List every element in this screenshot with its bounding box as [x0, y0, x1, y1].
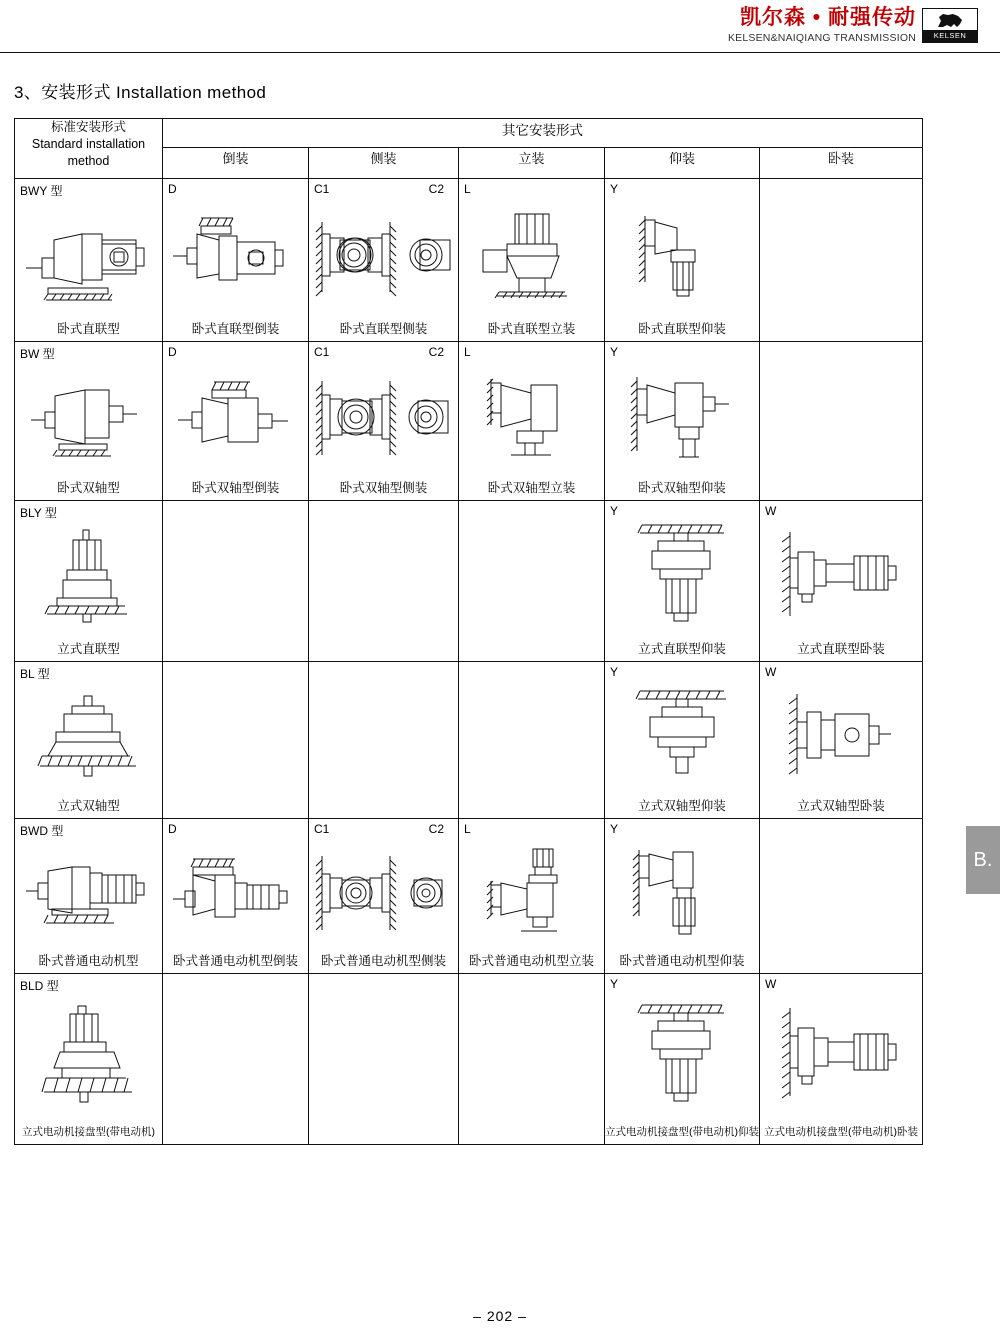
cell-bld-vertical-empty: [459, 974, 605, 1145]
caption-bly-standard: 立式直联型: [57, 642, 120, 656]
header-sub-yangzhuang: 仰装: [605, 148, 760, 179]
code-bw-up: Y: [610, 345, 619, 359]
diagram-bw-vertical: [459, 358, 604, 478]
header-sub-cezhuang: 侧装: [309, 148, 459, 179]
type-label-bly: BLY 型: [20, 506, 57, 520]
diagram-bl-standard: [15, 678, 162, 796]
diagram-bwd-side: [309, 835, 458, 951]
code-bw-side-c2: C2: [428, 345, 444, 359]
diagram-bld-up: [605, 990, 759, 1122]
table-row: [15, 342, 923, 501]
cell-bly-vertical-empty: [459, 501, 605, 662]
caption-bl-standard: 立式双轴型: [57, 799, 120, 813]
diagram-bly-up: [605, 517, 759, 639]
diagram-bwy-vertical: [459, 195, 604, 319]
caption-bw-up: 卧式双轴型仰装: [638, 481, 726, 495]
type-label-bw: BW 型: [20, 347, 55, 361]
diagram-bwy-up: [605, 195, 759, 319]
code-bwy-side-c1: C1: [314, 182, 330, 196]
cell-std-bw: [15, 342, 163, 501]
diagram-bwy-side: [309, 195, 458, 319]
caption-bwy-vertical: 卧式直联型立装: [487, 322, 576, 336]
brand-name-en: KELSEN&NAIQIANG TRANSMISSION: [727, 32, 916, 44]
caption-bw-side: 卧式双轴型侧装: [339, 481, 428, 495]
caption-bwd-standard: 卧式普通电动机型: [38, 954, 139, 968]
header-sub-lizhuang: 立装: [459, 148, 605, 179]
cell-bwd-up: [605, 819, 760, 974]
cell-std-bld: [15, 974, 163, 1145]
diagram-bl-up: [605, 678, 759, 796]
caption-bly-horiz: 立式直联型卧装: [797, 642, 885, 656]
diagram-bly-horiz: [760, 517, 922, 639]
caption-bld-horiz: 立式电动机接盘型(带电动机)卧装: [764, 1126, 919, 1138]
table-header-row-1: [15, 119, 923, 148]
code-bly-horiz: W: [765, 504, 777, 518]
type-label-bwd: BWD 型: [20, 824, 64, 838]
caption-bwd-inverted: 卧式普通电动机型倒装: [172, 954, 298, 968]
code-bwd-inverted: D: [168, 822, 177, 836]
cell-bwd-horiz-empty: [760, 819, 923, 974]
section-side-tab: B.: [966, 826, 1000, 894]
logo-mark: [922, 8, 978, 43]
cell-bwd-vertical: [459, 819, 605, 974]
header-standard-line2: Standard installation: [31, 137, 146, 151]
cell-bly-side-empty: [309, 501, 459, 662]
cell-bw-vertical: [459, 342, 605, 501]
cell-bld-inverted-empty: [163, 974, 309, 1145]
code-bl-horiz: W: [765, 665, 777, 679]
header-divider: [0, 52, 1000, 53]
code-bwd-side-c1: C1: [314, 822, 330, 836]
caption-bl-horiz: 立式双轴型卧装: [797, 799, 885, 813]
cell-bwy-side: [309, 179, 459, 342]
installation-method-table: [14, 118, 923, 1145]
diagram-bw-standard: [15, 358, 162, 478]
cell-bw-up: [605, 342, 760, 501]
cell-bld-side-empty: [309, 974, 459, 1145]
caption-bwd-vertical: 卧式普通电动机型立装: [468, 954, 594, 968]
type-label-bl: BL 型: [20, 667, 50, 681]
code-bld-up: Y: [610, 977, 619, 991]
caption-bwy-inverted: 卧式直联型倒装: [191, 322, 280, 336]
caption-bw-vertical: 卧式双轴型立装: [487, 481, 576, 495]
cell-bly-inverted-empty: [163, 501, 309, 662]
code-bld-horiz: W: [765, 977, 777, 991]
caption-bld-up: 立式电动机接盘型(带电动机)仰装: [605, 1126, 759, 1138]
page-number: – 202 –: [473, 1308, 527, 1324]
page-header: [0, 0, 1000, 52]
diagram-bw-up: [605, 358, 759, 478]
code-bwy-side-c2: C2: [428, 182, 444, 196]
code-bwy-up: Y: [610, 182, 619, 196]
cell-bl-inverted-empty: [163, 662, 309, 819]
cell-bwy-up: [605, 179, 760, 342]
diagram-bwd-vertical: [459, 835, 604, 951]
cell-bly-horiz: [760, 501, 923, 662]
diagram-bly-standard: [15, 517, 162, 639]
diagram-bwd-up: [605, 835, 759, 951]
header-standard-line3: method: [67, 154, 110, 168]
diagram-bld-horiz: [760, 990, 922, 1122]
diagram-bwy-standard: [15, 195, 162, 319]
table-row: [15, 819, 923, 974]
cell-std-bwy: [15, 179, 163, 342]
diagram-bld-standard: [15, 990, 162, 1122]
cell-bwy-inverted: [163, 179, 309, 342]
diagram-bl-horiz: [760, 678, 922, 796]
diagram-bw-inverted: [163, 358, 308, 478]
code-bwy-inverted: D: [168, 182, 177, 196]
code-bl-up: Y: [610, 665, 619, 679]
cell-bl-horiz: [760, 662, 923, 819]
code-bwd-vertical: L: [464, 822, 471, 836]
horse-icon: [923, 11, 977, 29]
cell-std-bly: [15, 501, 163, 662]
brand-text: [728, 6, 916, 44]
page-title: 3、安装形式 Installation method: [14, 83, 267, 102]
brand-logo-block: [728, 6, 978, 44]
logo-label: KELSEN: [923, 30, 977, 42]
diagram-bwd-standard: [15, 835, 162, 951]
caption-bw-standard: 卧式双轴型: [57, 481, 120, 495]
caption-bwy-up: 卧式直联型仰装: [638, 322, 726, 336]
cell-bwy-vertical: [459, 179, 605, 342]
cell-bl-vertical-empty: [459, 662, 605, 819]
code-bw-inverted: D: [168, 345, 177, 359]
cell-bwy-horiz-empty: [760, 179, 923, 342]
caption-bwd-side: 卧式普通电动机型侧装: [320, 954, 446, 968]
code-bly-up: Y: [610, 504, 619, 518]
cell-std-bwd: [15, 819, 163, 974]
header-standard-line1: 标准安装形式: [50, 120, 126, 134]
table-row: [15, 179, 923, 342]
code-bw-vertical: L: [464, 345, 471, 359]
type-label-bld: BLD 型: [20, 979, 59, 993]
header-standard: [15, 119, 163, 179]
table-row: [15, 662, 923, 819]
caption-bl-up: 立式双轴型仰装: [638, 799, 726, 813]
caption-bly-up: 立式直联型仰装: [638, 642, 726, 656]
caption-bwy-standard: 卧式直联型: [57, 322, 120, 336]
cell-bld-up: [605, 974, 760, 1145]
caption-bwy-side: 卧式直联型侧装: [339, 322, 428, 336]
cell-std-bl: [15, 662, 163, 819]
cell-bl-side-empty: [309, 662, 459, 819]
cell-bld-horiz: [760, 974, 923, 1145]
code-bw-side-c1: C1: [314, 345, 330, 359]
cell-bly-up: [605, 501, 760, 662]
type-label-bwy: BWY 型: [20, 184, 63, 198]
caption-bwd-up: 卧式普通电动机型仰装: [619, 954, 745, 968]
diagram-bwd-inverted: [163, 835, 308, 951]
code-bwd-up: Y: [610, 822, 619, 836]
cell-bw-horiz-empty: [760, 342, 923, 501]
cell-bwd-side: [309, 819, 459, 974]
header-other: 其它安装形式: [163, 119, 923, 148]
header-sub-daozhuang: 倒装: [163, 148, 309, 179]
diagram-bwy-inverted: [163, 195, 308, 319]
caption-bw-inverted: 卧式双轴型倒装: [191, 481, 280, 495]
caption-bld-standard: 立式电动机接盘型(带电动机): [22, 1126, 155, 1138]
cell-bl-up: [605, 662, 760, 819]
cell-bw-side: [309, 342, 459, 501]
cell-bw-inverted: [163, 342, 309, 501]
header-sub-wozhuang: 卧装: [760, 148, 923, 179]
diagram-bw-side: [309, 358, 458, 478]
brand-name-cn: 凯尔森 • 耐强传动: [739, 6, 916, 29]
code-bwy-vertical: L: [464, 182, 471, 196]
table-row: [15, 501, 923, 662]
table-row: [15, 974, 923, 1145]
cell-bwd-inverted: [163, 819, 309, 974]
code-bwd-side-c2: C2: [428, 822, 444, 836]
